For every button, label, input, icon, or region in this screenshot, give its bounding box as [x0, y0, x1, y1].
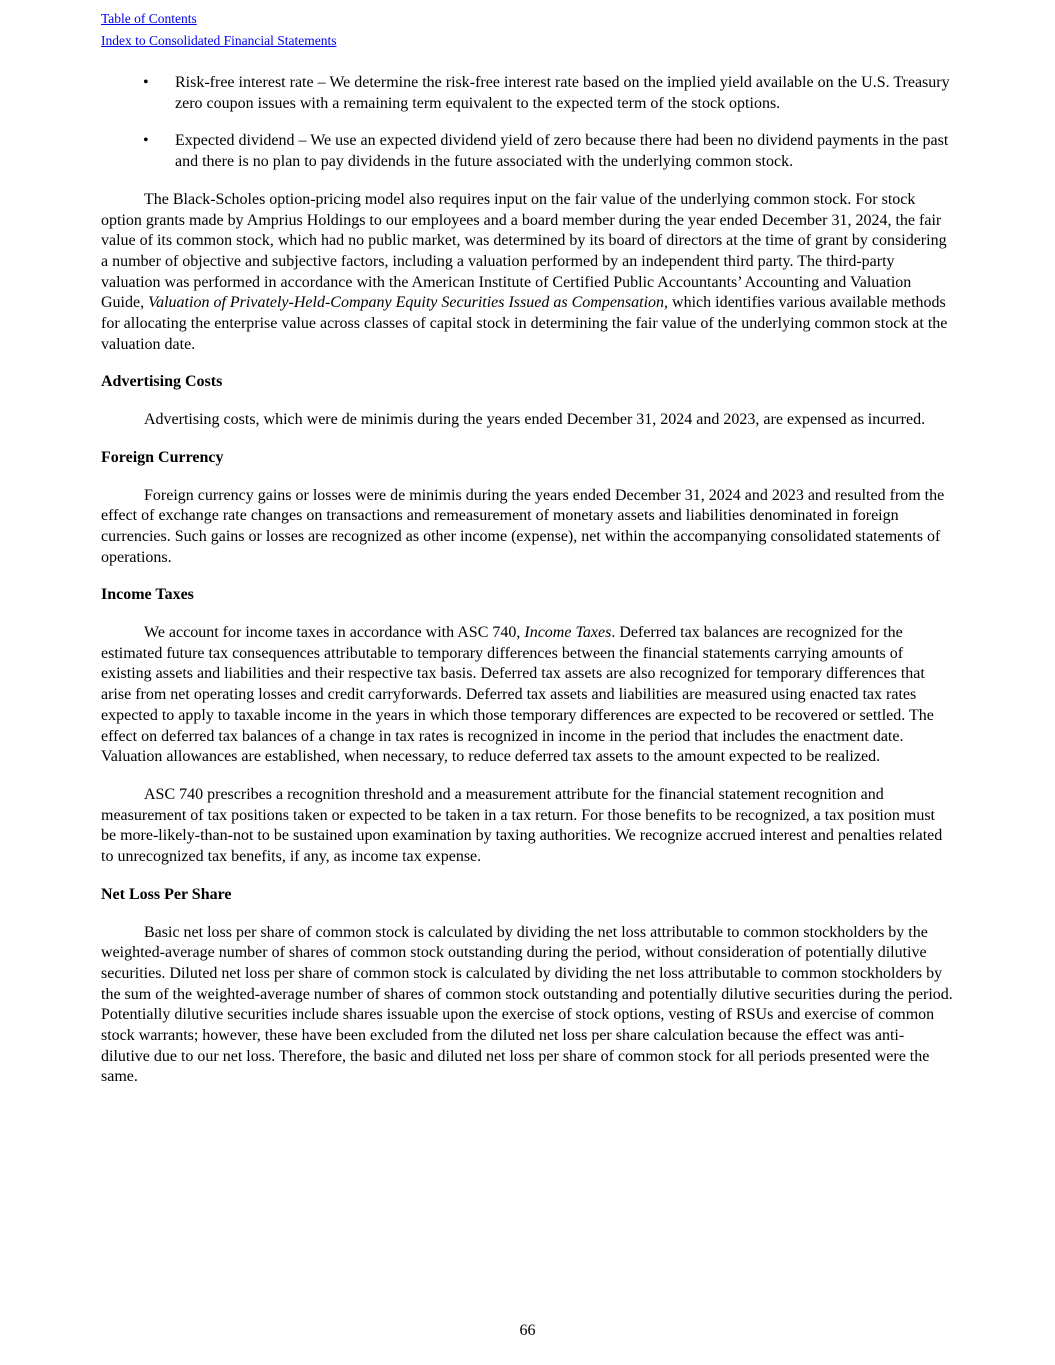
heading-foreign-currency: Foreign Currency	[101, 448, 224, 466]
top-navigation	[101, 8, 336, 52]
bullet-marker: •	[143, 132, 149, 150]
page-number: 66	[519, 1322, 536, 1339]
asc-title-italic: Income Taxes	[524, 624, 612, 642]
heading-income-taxes: Income Taxes	[101, 586, 194, 604]
bullet-expected-dividend	[101, 131, 953, 172]
bullet-marker: •	[143, 74, 149, 91]
document-body	[101, 73, 953, 1105]
net-loss-paragraph: Basic net loss per share of common stock is calculated by dividing the net loss attributable to common stockholders by the weighted-average number of shares of common stock outstanding during the period, without consideration of potentially dilutive securities. Diluted net loss per share of common stock is calculated by dividing the net loss attributable to common stockholders by the sum of the weighted-average number of shares of common stock outstanding and potentially dilutive securities during the period. Potentially dilutive securities include shares issuable upon the exercise of stock options, vesting of RSUs and exercise of common stock warrants; however, these have been excluded from the diluted net loss per share calculation because the effect was anti-dilutive due to our net loss. Therefore, the basic and diluted net loss per share of common stock for all periods presented were the same.	[101, 923, 953, 1086]
heading-advertising-costs: Advertising Costs	[101, 373, 223, 391]
black-scholes-paragraph	[101, 190, 953, 356]
index-financial-statements-link[interactable]: Index to Consolidated Financial Statements	[101, 33, 337, 48]
guide-title-italic: Valuation of Privately-Held-Company Equity Securities Issued as Compensation,	[148, 294, 669, 312]
table-of-contents-link[interactable]: Table of Contents	[101, 11, 197, 26]
income-taxes-paragraph-2: ASC 740 prescribes a recognition threshold and a measurement attribute for the financial statement recognition and measurement of tax positions taken or expected to be taken in a tax return. For those benefits to be recognized, a tax position must be more-likely-than-not to be sustained upon examination by taxing authorities. We recognize accrued interest and penalties related to unrecognized tax benefits, if any, as income tax expense.	[101, 785, 943, 866]
paragraph-text: We account for income taxes in accordance with ASC 740,	[144, 624, 525, 642]
advertising-paragraph: Advertising costs, which were de minimis during the years ended December 31, 2024 and 2023, are expensed as incurred.	[144, 411, 926, 429]
bullet-text: Risk-free interest rate – We determine the risk-free interest rate based on the implied yield available on the U.S. Treasury zero coupon issues with a remaining term equivalent to the expected term of the stock options.	[175, 74, 950, 112]
paragraph-text: which identifies various available methods for allocating the enterprise value across classes of capital stock in determining the fair value of the underlying common stock at the valuation date.	[101, 294, 948, 353]
income-taxes-paragraph-1	[101, 623, 953, 768]
paragraph-text: . Deferred tax balances are recognized for the estimated future tax consequences attributable to temporary differences between the financial statements carrying amounts of existing assets and liabilities and their respective tax basis. Deferred tax assets are also recognized for temporary differences that arise from net operating losses and credit carryforwards. Deferred tax assets and liabilities are measured using enacted tax rates expected to apply to taxable income in the years in which those temporary differences are expected to be recovered or settled. The effect on deferred tax balances of a change in tax rates is recognized in income in the period that includes the enactment date. Valuation allowances are established, when necessary, to reduce deferred tax assets to the amount expected to be realized.	[101, 624, 934, 766]
paragraph-text: The Black-Scholes option-pricing model also requires input on the fair value of the underlying common stock. For stock option grants made by Amprius Holdings to our employees and a board member during the year ended December 31, 2024, the fair value of its common stock, which had no public market, was determined by its board of directors at the time of grant by considering a number of objective and subjective factors, including a valuation performed by an independent third party. The third-party valuation was performed in accordance with the American Institute of Certified Public Accountants’ Accounting and Valuation Guide,	[101, 190, 947, 312]
bullet-risk-free-rate	[101, 73, 953, 114]
foreign-currency-paragraph: Foreign currency gains or losses were de minimis during the years ended December 31, 2024 and 2023 and resulted from the effect of exchange rate changes on transactions and remeasurement of monetary assets and liabilities denominated in foreign currencies. Such gains or losses are recognized as other income (expense), net within the accompanying consolidated statements of operations.	[101, 486, 945, 566]
bullet-text: Expected dividend – We use an expected dividend yield of zero because there had been no dividend payments in the past and there is no plan to pay dividends in the future associated with the underlying common stock.	[175, 132, 949, 171]
heading-net-loss-per-share: Net Loss Per Share	[101, 885, 232, 903]
